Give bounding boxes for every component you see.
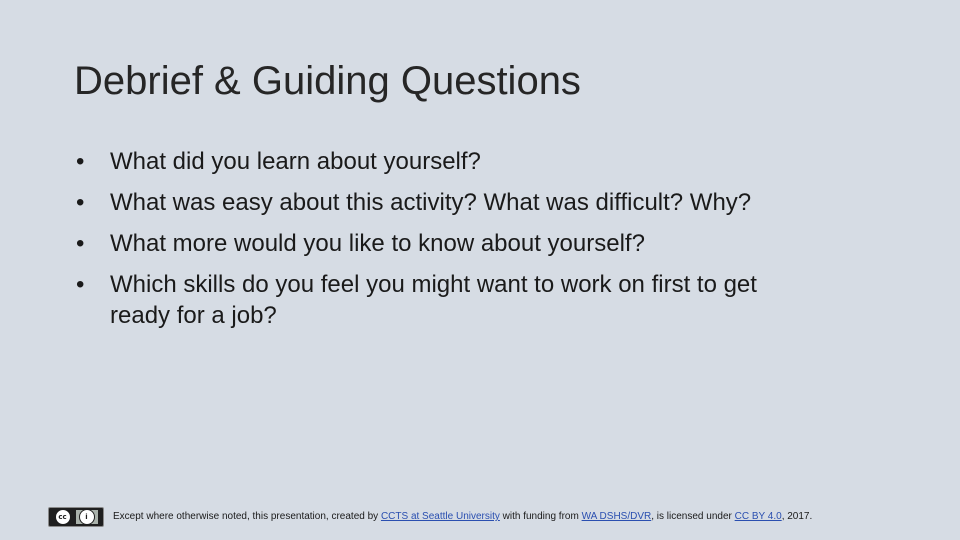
license-text-part: , 2017. xyxy=(781,511,813,522)
bullet-marker: • xyxy=(76,189,85,216)
bullet-text-continuation: ready for a job? xyxy=(110,302,277,329)
attribution-strip xyxy=(76,510,98,524)
bullet-item xyxy=(72,229,892,259)
bullet-text: What more would you like to know about yourself? xyxy=(110,230,645,257)
license-text xyxy=(113,511,812,523)
license-text-part: , is licensed under xyxy=(651,511,735,522)
wa-dshs-dvr-link[interactable]: WA DSHS/DVR xyxy=(581,511,652,522)
cc-by-license-badge[interactable] xyxy=(48,507,104,527)
license-text-part: with funding from xyxy=(499,511,582,522)
bullet-list xyxy=(72,147,892,342)
license-text-part: Except where otherwise noted, this presentation, created by xyxy=(113,511,381,522)
bullet-item xyxy=(72,270,892,331)
bullet-marker: • xyxy=(76,230,85,257)
slide-title: Debrief & Guiding Questions xyxy=(74,59,581,103)
bullet-item xyxy=(72,188,892,218)
license-footer xyxy=(48,506,812,528)
creative-commons-icon: cc xyxy=(55,509,71,525)
ccts-seattle-university-link[interactable]: CCTS at Seattle University xyxy=(380,511,500,522)
bullet-marker: • xyxy=(76,271,85,298)
cc-by-4-link[interactable]: CC BY 4.0 xyxy=(734,511,782,522)
bullet-item xyxy=(72,147,892,177)
bullet-text: What was easy about this activity? What was difficult? Why? xyxy=(110,189,752,216)
bullet-marker: • xyxy=(76,148,85,175)
bullet-text: What did you learn about yourself? xyxy=(110,148,481,175)
attribution-icon: i xyxy=(79,509,95,525)
bullet-text: Which skills do you feel you might want to work on first to get xyxy=(110,271,757,298)
